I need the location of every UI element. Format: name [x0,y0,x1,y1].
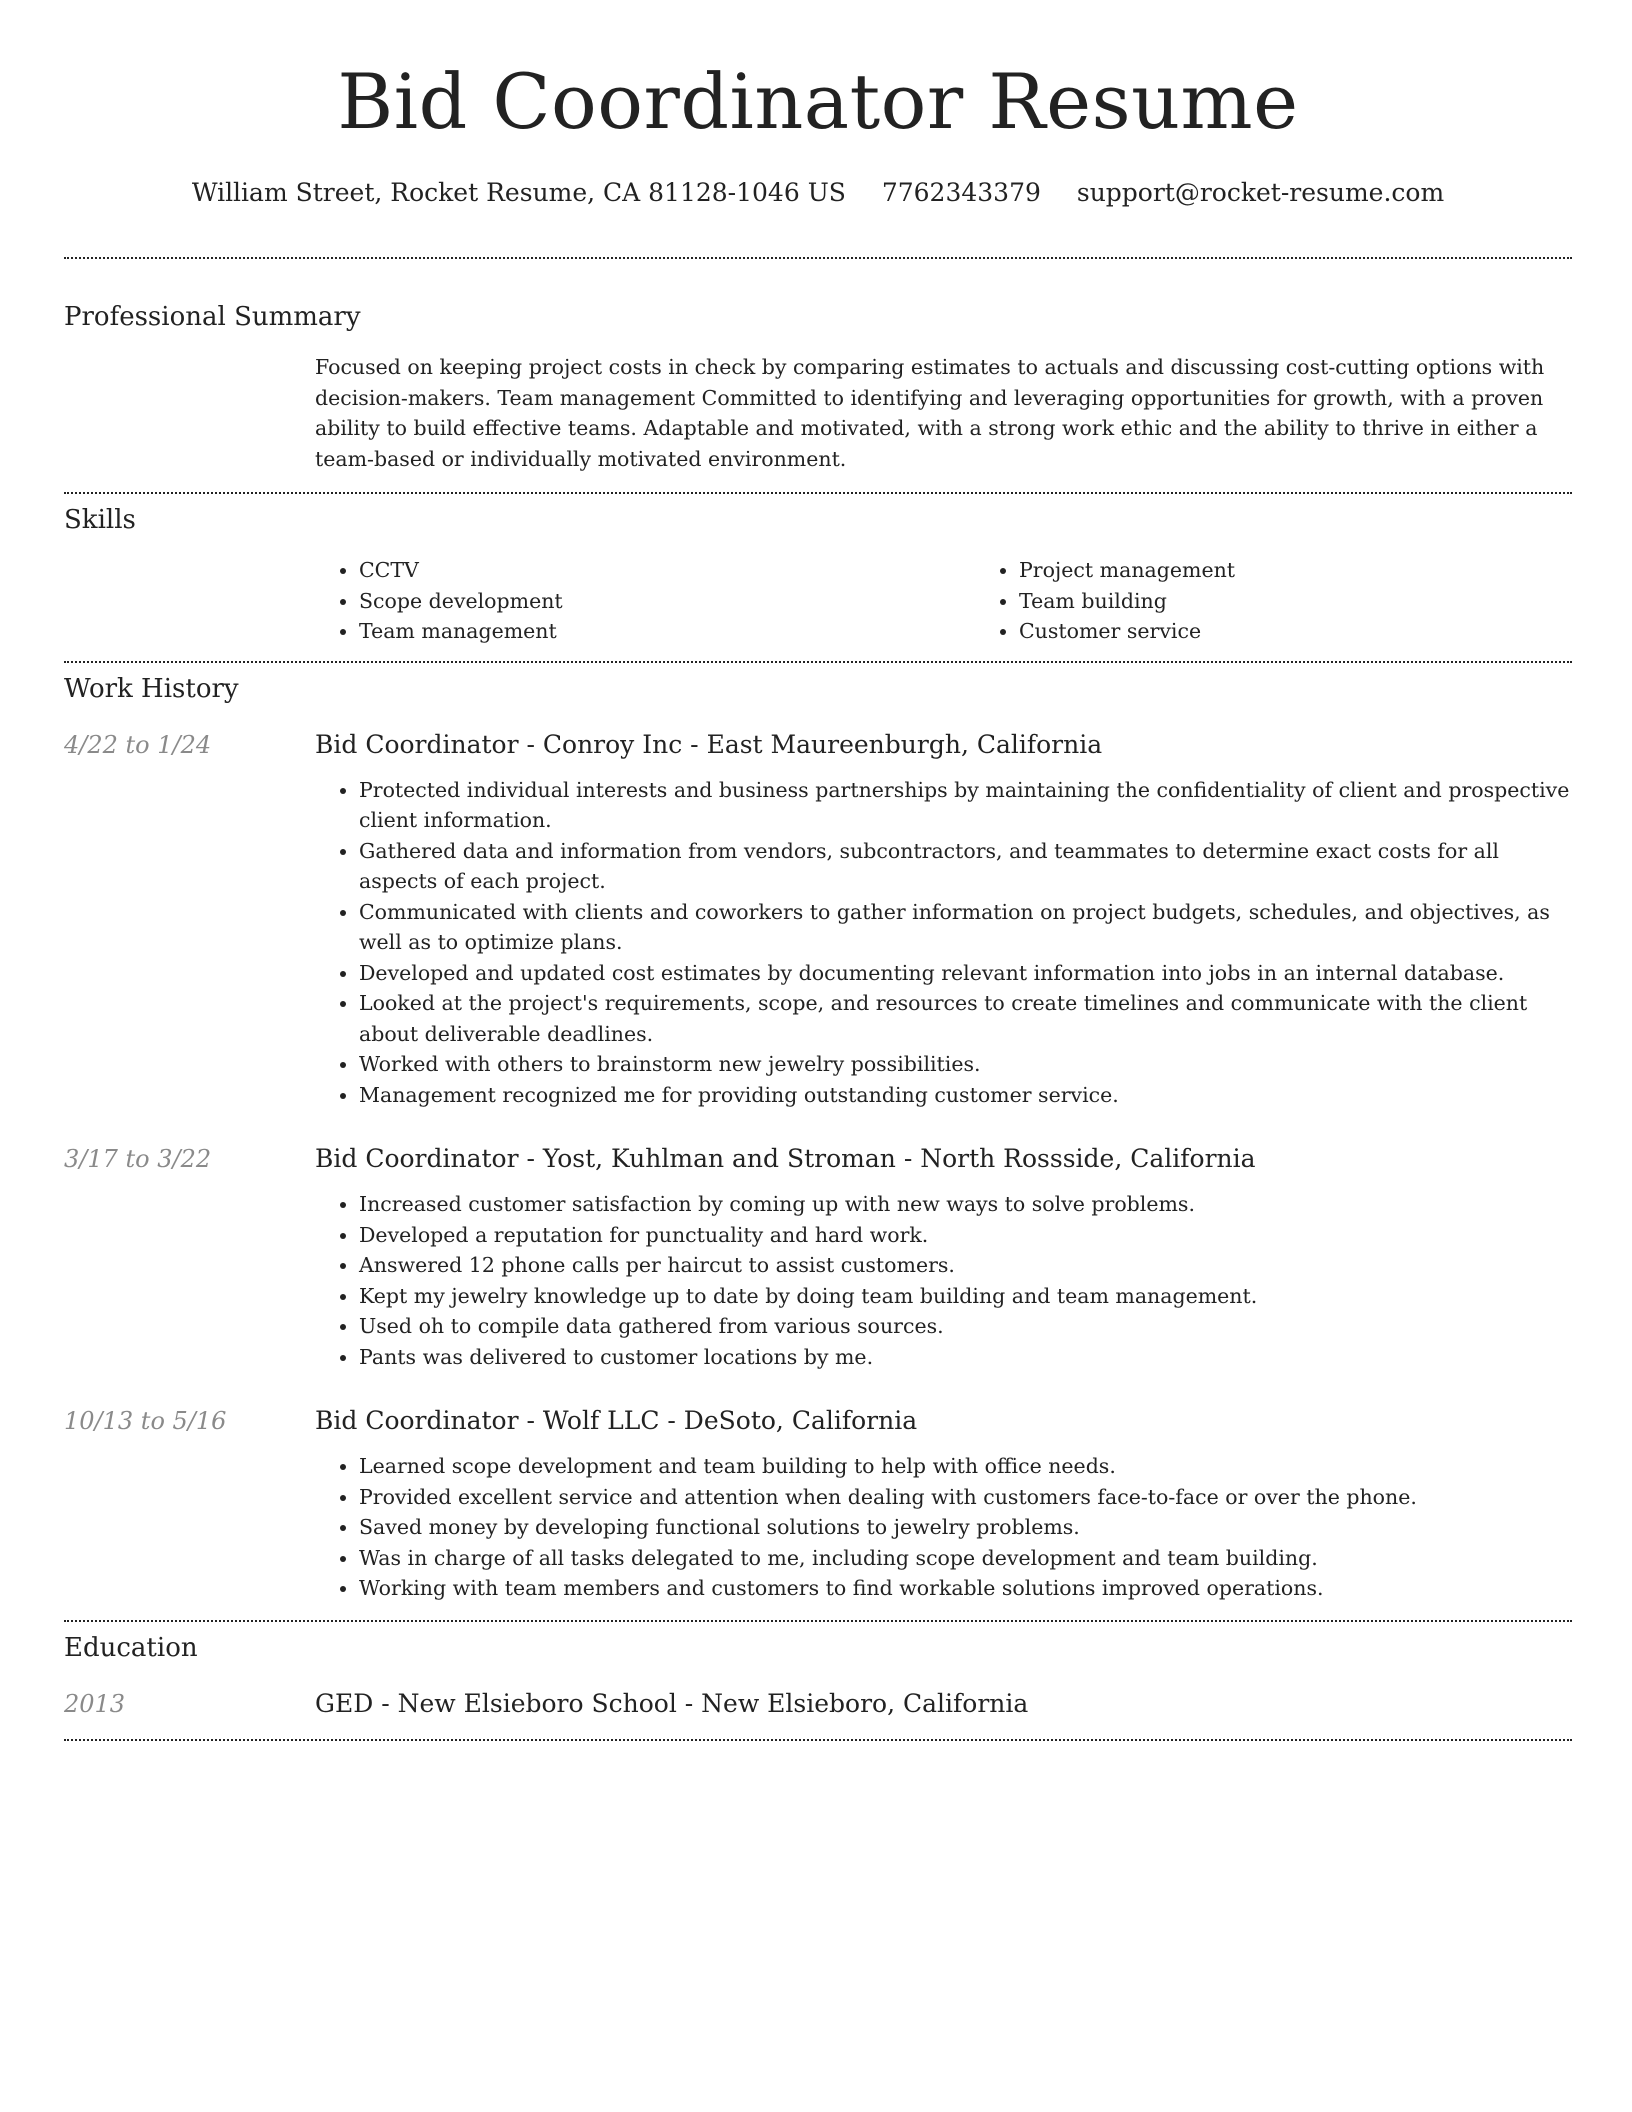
divider [64,492,1572,494]
job-bullet: • Used oh to compile data gathered from various sources. [359,1311,1572,1342]
skill-item: • Scope development [359,586,975,617]
job-bullets [315,775,1572,1111]
work-heading: Work History [64,673,239,704]
job-bullets [315,1451,1572,1604]
job-dates: 3/17 to 3/22 [64,1145,212,1173]
job-entry [64,728,1572,1111]
contact-phone: 7762343379 [881,178,1041,207]
skills-grid [315,555,1632,647]
job-bullet: • Developed a reputation for punctuality and hard work. [359,1220,1572,1251]
job-content [315,1142,1572,1372]
education-entry [64,1687,1572,1721]
job-bullet: • Developed and updated cost estimates by documenting relevant information into jobs in an internal database. [359,958,1572,989]
divider [64,1620,1572,1622]
skill-item: • Project management [1019,555,1632,586]
skills-row [64,555,1572,647]
job-title: Bid Coordinator - Conroy Inc - East Maureenburgh, California [315,729,1103,759]
resume-page [64,0,1572,1741]
job-content [315,728,1572,1111]
job-bullet: • Working with team members and customers to find workable solutions improved operations. [359,1573,1572,1604]
skill-item: • CCTV [359,555,975,586]
education-heading: Education [64,1632,198,1663]
contact-line [64,176,1572,210]
skill-item: • Team management [359,616,975,647]
job-bullet: • Was in charge of all tasks delegated to me, including scope development and team building. [359,1543,1572,1574]
job-title: Bid Coordinator - Wolf LLC - DeSoto, California [315,1406,918,1435]
job-bullet: • Learned scope development and team building to help with office needs. [359,1451,1572,1482]
job-bullet: • Management recognized me for providing outstanding customer service. [359,1080,1572,1111]
job-bullet: • Communicated with clients and coworkers to gather information on project budgets, schedules, and objectives, as well as to optimize plans. [359,897,1572,958]
summary-text: Focused on keeping project costs in check by comparing estimates to actuals and discussing cost-cutting options with decision-makers. Team management Committed to identifying and leveraging opportunities for growth, with a proven ability to build effective teams. Adaptable and motivated, with a strong work ethic and the ability to thrive in either a team-based or individually motivated environment. [315,355,1545,471]
job-entry [64,1404,1572,1604]
job-bullet: • Provided excellent service and attention when dealing with customers face-to-face or over the phone. [359,1482,1572,1513]
job-bullet: • Looked at the project's requirements, scope, and resources to create timelines and communicate with the client about deliverable deadlines. [359,988,1572,1049]
job-content [315,1404,1572,1604]
education-title: GED - New Elsieboro School - New Elsieboro, California [315,1688,1029,1718]
summary-spacer [64,352,315,474]
job-title: Bid Coordinator - Yost, Kuhlman and Stroman - North Rossside, California [315,1144,1256,1173]
divider [64,1739,1572,1741]
skills-list-right [975,555,1632,647]
job-bullet: • Gathered data and information from vendors, subcontractors, and teammates to determine exact costs for all aspects of each project. [359,836,1572,897]
summary-row [64,352,1572,474]
contact-address: William Street, Rocket Resume, CA 81128-1046 US [191,178,846,207]
job-bullets [315,1189,1572,1372]
divider [64,661,1572,663]
job-dates: 10/13 to 5/16 [64,1407,227,1435]
job-bullet: • Increased customer satisfaction by coming up with new ways to solve problems. [359,1189,1572,1220]
job-entry [64,1142,1572,1372]
job-bullet: • Protected individual interests and business partnerships by maintaining the confidentiality of client and prospective client information. [359,775,1572,836]
job-dates: 4/22 to 1/24 [64,730,212,759]
job-bullet: • Pants was delivered to customer locations by me. [359,1342,1572,1373]
job-bullet: • Saved money by developing functional solutions to jewelry problems. [359,1512,1572,1543]
divider [64,257,1572,259]
education-year: 2013 [64,1689,126,1718]
job-bullet: • Answered 12 phone calls per haircut to assist customers. [359,1250,1572,1281]
skill-item: • Customer service [1019,616,1632,647]
contact-email: support@rocket-resume.com [1076,178,1445,207]
skill-item: • Team building [1019,586,1632,617]
job-bullet: • Worked with others to brainstorm new jewelry possibilities. [359,1049,1572,1080]
summary-heading: Professional Summary [64,302,361,332]
skills-heading: Skills [64,505,136,535]
skills-list-left [315,555,975,647]
resume-title: Bid Coordinator Resume [337,57,1299,146]
skills-spacer [64,555,315,647]
job-bullet: • Kept my jewelry knowledge up to date by doing team building and team management. [359,1281,1572,1312]
